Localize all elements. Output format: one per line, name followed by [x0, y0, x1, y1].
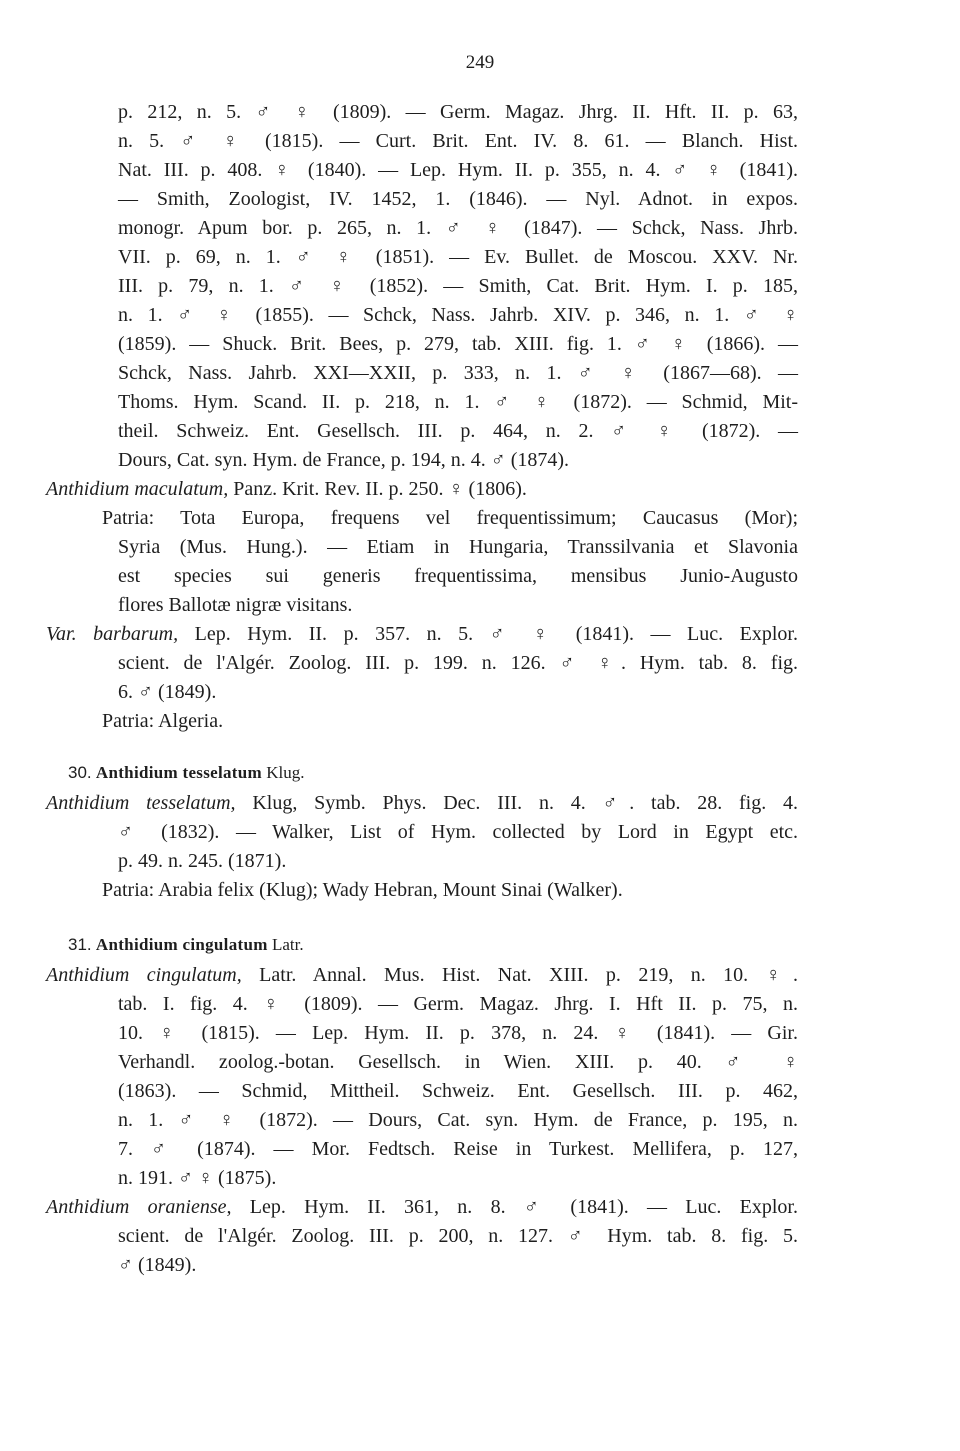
- text-line: scient. de l'Algér. Zoolog. III. p. 199. n. 126. ♂ ♀. Hym. tab. 8. fig.: [118, 652, 798, 674]
- text-line: Nat. III. p. 408. ♀ (1840). — Lep. Hym. II. p. 355, n. 4. ♂ ♀ (1841).: [118, 159, 798, 181]
- variety-reference: Lep. Hym. II. p. 357. n. 5. ♂ ♀ (1841). — Luc. Explor.: [178, 623, 798, 645]
- text-line: ♂ (1832). — Walker, List of Hym. collected by Lord in Egypt etc.: [118, 821, 798, 843]
- species-reference: [46, 961, 798, 990]
- page-number: 249: [465, 52, 495, 73]
- reference-text: Latr. Annal. Mus. Hist. Nat. XIII. p. 219, n. 10. ♀.: [241, 964, 798, 986]
- text-line: n. 1. ♂ ♀ (1855). — Schck, Nass. Jahrb. XIV. p. 346, n. 1. ♂ ♀: [118, 304, 798, 326]
- species-author: Klug.: [266, 763, 305, 782]
- text-line: p. 49. n. 245. (1871).: [118, 850, 287, 872]
- variety-name: Var. barbarum,: [46, 623, 179, 645]
- text-line: 10. ♀ (1815). — Lep. Hym. II. p. 378, n. 24. ♀ (1841). — Gir.: [118, 1022, 798, 1044]
- species-title: Anthidium cingulatum: [95, 935, 268, 954]
- text-line: n. 1. ♂ ♀ (1872). — Dours, Cat. syn. Hym. de France, p. 195, n.: [118, 1109, 798, 1131]
- text-line: theil. Schweiz. Ent. Gesellsch. III. p. 464, n. 2. ♂ ♀ (1872). —: [118, 420, 798, 442]
- variety-entry: [46, 620, 798, 649]
- synonym-name: Anthidium maculatum,: [46, 478, 229, 500]
- text-line: 7. ♂ (1874). — Mor. Fedtsch. Reise in Turkest. Mellifera, p. 127,: [118, 1138, 798, 1160]
- text-line: tab. I. fig. 4. ♀ (1809). — Germ. Magaz. Jhrg. I. Hft II. p. 75, n.: [118, 993, 798, 1015]
- text-line: VII. p. 69, n. 1. ♂ ♀ (1851). — Ev. Bullet. de Moscou. XXV. Nr.: [118, 246, 798, 268]
- species-entry: [46, 961, 798, 1280]
- text-line: est species sui generis frequentissima, mensibus Junio-Augusto: [118, 565, 798, 587]
- text-line: — Smith, Zoologist, IV. 1452, 1. (1846). — Nyl. Adnot. in expos.: [118, 188, 798, 210]
- text-line: Dours, Cat. syn. Hym. de France, p. 194, n. 4. ♂ (1874).: [118, 449, 570, 471]
- species-heading: [68, 762, 305, 784]
- text-line: 6. ♂ (1849).: [118, 681, 217, 703]
- synonym-name: Anthidium oraniense,: [46, 1196, 232, 1218]
- species-author: Latr.: [271, 935, 304, 954]
- species-title: Anthidium tesselatum: [95, 763, 262, 782]
- text-line: Verhandl. zoolog.-botan. Gesellsch. in Wien. XIII. p. 40. ♂ ♀: [118, 1051, 798, 1073]
- species-reference: [46, 789, 798, 818]
- text-line: Thoms. Hym. Scand. II. p. 218, n. 1. ♂ ♀ (1872). — Schmid, Mit-: [118, 391, 798, 413]
- text-line: Patria: Tota Europa, frequens vel frequentissimum; Caucasus (Mor);: [102, 507, 798, 529]
- species-number: 31.: [68, 935, 92, 954]
- text-line: ♂ (1849).: [118, 1254, 197, 1276]
- text-line: scient. de l'Algér. Zoolog. III. p. 200, n. 127. ♂ Hym. tab. 8. fig. 5.: [118, 1225, 798, 1247]
- text-line: (1859). — Shuck. Brit. Bees, p. 279, tab. XIII. fig. 1. ♂ ♀ (1866). —: [118, 333, 798, 355]
- synonym-entry: [46, 1193, 798, 1222]
- text-line: flores Ballotæ nigræ visitans.: [118, 594, 353, 616]
- reference-text: Klug, Symb. Phys. Dec. III. n. 4. ♂. tab. 28. fig. 4.: [235, 792, 799, 814]
- species-name: Anthidium cingulatum,: [46, 964, 242, 986]
- species-number: 30.: [68, 763, 92, 782]
- synonym-entry: [46, 475, 798, 504]
- text-line: p. 212, n. 5. ♂ ♀ (1809). — Germ. Magaz. Jhrg. II. Hft. II. p. 63,: [118, 101, 798, 123]
- species-entry: [46, 789, 799, 905]
- text-line: (1863). — Schmid, Mittheil. Schweiz. Ent. Gesellsch. III. p. 462,: [118, 1080, 798, 1102]
- bibliography-continuation: [46, 98, 798, 736]
- species-name: Anthidium tesselatum,: [46, 792, 236, 814]
- patria-line: Patria: Algeria.: [102, 710, 224, 732]
- synonym-reference: Panz. Krit. Rev. II. p. 250. ♀ (1806).: [228, 478, 527, 500]
- text-line: III. p. 79, n. 1. ♂ ♀ (1852). — Smith, Cat. Brit. Hym. I. p. 185,: [118, 275, 798, 297]
- species-heading: [68, 934, 304, 956]
- text-line: Schck, Nass. Jahrb. XXI—XXII, p. 333, n. 1. ♂ ♀ (1867—68). —: [118, 362, 798, 384]
- text-line: n. 5. ♂ ♀ (1815). — Curt. Brit. Ent. IV. 8. 61. — Blanch. Hist.: [118, 130, 798, 152]
- text-line: n. 191. ♂ ♀ (1875).: [118, 1167, 277, 1189]
- text-line: Syria (Mus. Hung.). — Etiam in Hungaria, Transsilvania et Slavonia: [118, 536, 798, 558]
- synonym-reference: Lep. Hym. II. 361, n. 8. ♂ (1841). — Luc. Explor.: [231, 1196, 798, 1218]
- text-line: monogr. Apum bor. p. 265, n. 1. ♂ ♀ (1847). — Schck, Nass. Jhrb.: [118, 217, 798, 239]
- patria-line: Patria: Arabia felix (Klug); Wady Hebran, Mount Sinai (Walker).: [102, 879, 623, 901]
